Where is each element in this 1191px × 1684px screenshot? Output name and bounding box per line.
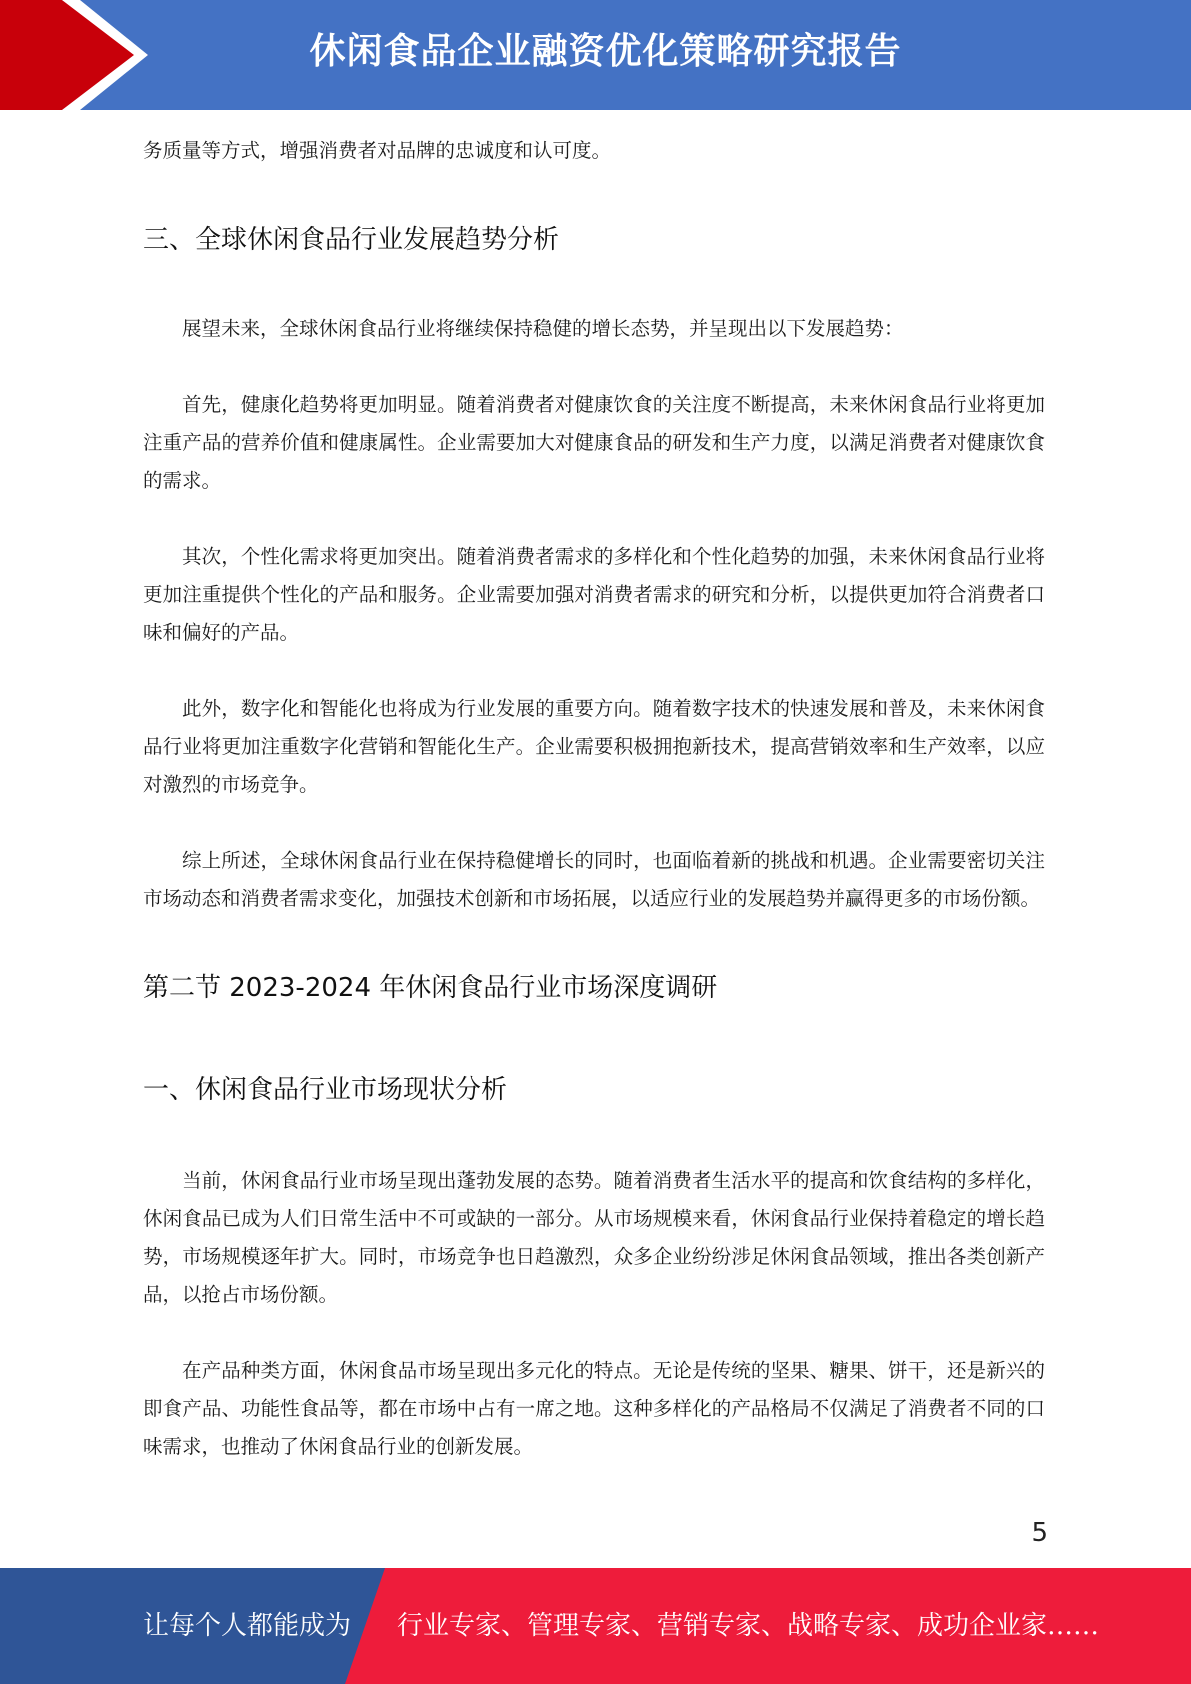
heading-global-trend: 三、全球休闲食品行业发展趋势分析 [143, 225, 560, 255]
paragraph-current-market: 当前，休闲食品行业市场呈现出蓬勃发展的态势。随着消费者生活水平的提高和饮食结构的多样化，休闲食品已成为人们日常生活中不可或缺的一部分。从市场规模来看，休闲食品行业保持着稳定的增长趋势，市场规模逐年扩大。同时，市场竞争也日趋激烈，众多企业纷纷涉足休闲食品领域，推出各类创新产品，以抢占市场份额。 [143, 1169, 1045, 1306]
page-number: 5 [1031, 1518, 1048, 1548]
paragraph-product-variety: 在产品种类方面，休闲食品市场呈现出多元化的特点。无论是传统的坚果、糖果、饼干，还是新兴的即食产品、功能性食品等，都在市场中占有一席之地。这种多样化的产品格局不仅满足了消费者不同的口味需求，也推动了休闲食品行业的创新发展。 [143, 1359, 1045, 1458]
footer-slogan-left: 让每个人都能成为 [143, 1611, 352, 1641]
paragraph-outlook: 展望未来，全球休闲食品行业将继续保持稳健的增长态势，并呈现出以下发展趋势： [182, 317, 904, 340]
heading-market-status: 一、休闲食品行业市场现状分析 [143, 1075, 508, 1105]
paragraph-intro-tail: 务质量等方式，增强消费者对品牌的忠诚度和认可度。 [143, 139, 612, 162]
paragraph-digital-trend: 此外，数字化和智能化也将成为行业发展的重要方向。随着数字技术的快速发展和普及，未来休闲食品行业将更加注重数字化营销和智能化生产。企业需要积极拥抱新技术，提高营销效率和生产效率，以应对激烈的市场竞争。 [143, 697, 1045, 796]
report-title: 休闲食品企业融资优化策略研究报告 [309, 31, 902, 72]
report-footer [0, 1568, 1191, 1684]
heading-section-two: 第二节 2023-2024 年休闲食品行业市场深度调研 [143, 973, 718, 1003]
footer-slogan-right: 行业专家、管理专家、营销专家、战略专家、成功企业家…… [397, 1611, 1100, 1641]
report-header [0, 0, 1191, 110]
paragraph-summary: 综上所述，全球休闲食品行业在保持稳健增长的同时，也面临着新的挑战和机遇。企业需要密切关注市场动态和消费者需求变化，加强技术创新和市场拓展，以适应行业的发展趋势并赢得更多的市场份额。 [143, 849, 1045, 910]
page-content [143, 132, 1045, 1466]
paragraph-personalization-trend: 其次，个性化需求将更加突出。随着消费者需求的多样化和个性化趋势的加强，未来休闲食品行业将更加注重提供个性化的产品和服务。企业需要加强对消费者需求的研究和分析，以提供更加符合消费者口味和偏好的产品。 [143, 545, 1045, 644]
paragraph-health-trend: 首先，健康化趋势将更加明显。随着消费者对健康饮食的关注度不断提高，未来休闲食品行业将更加注重产品的营养价值和健康属性。企业需要加大对健康食品的研发和生产力度，以满足消费者对健康饮食的需求。 [143, 393, 1045, 492]
